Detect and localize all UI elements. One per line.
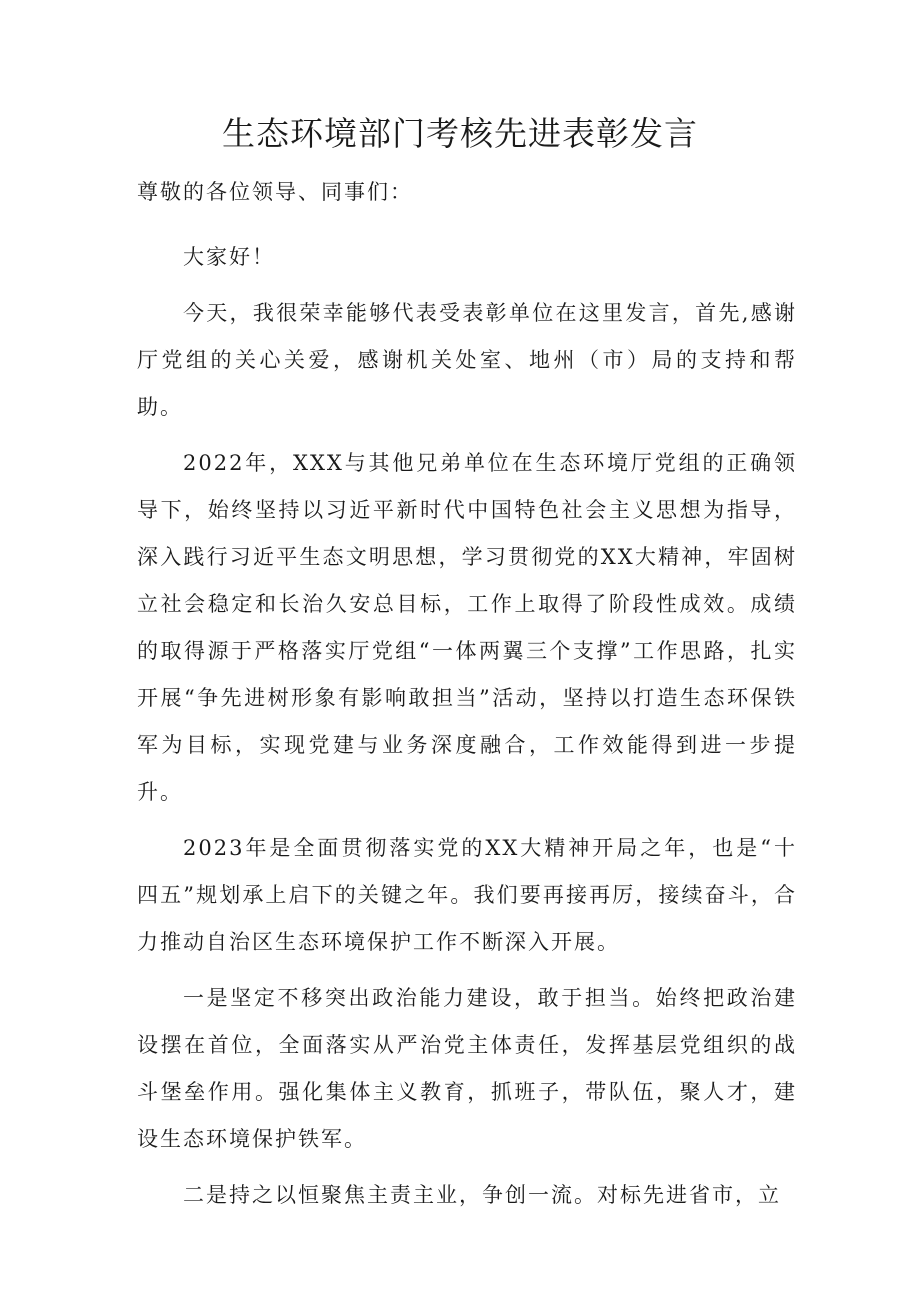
paragraph-point-one: 一是坚定不移突出政治能力建设，敢于担当。始终把政治建设摆在首位，全面落实从严治党主体责任，发挥基层党组织的战斗堡垒作用。强化集体主义教育，抓班子，带队伍，聚人才，建设生态环境保护铁军。 (137, 986, 797, 1151)
salutation: 尊敬的各位领导、同事们： (137, 180, 413, 204)
paragraph-thanks: 今天，我很荣幸能够代表受表彰单位在这里发言，首先,感谢厅党组的关心关爱，感谢机关处室、地州（市）局的支持和帮助。 (137, 301, 797, 419)
paragraph-2023-outlook: 2023年是全面贯彻落实党的XX大精神开局之年，也是“十四五”规划承上启下的关键之年。我们要再接再厉，接续奋斗，合力推动自治区生态环境保护工作不断深入开展。 (137, 836, 797, 954)
paragraph-greeting: 大家好！ (183, 245, 275, 269)
paragraph-2022-review: 2022年，XXX与其他兄弟单位在生态环境厅党组的正确领导下，始终坚持以习近平新时代中国特色社会主义思想为指导，深入践行习近平生态文明思想，学习贯彻党的XX大精神，牢固树立社会稳定和长治久安总目标，工作上取得了阶段性成效。成绩的取得源于严格落实厅党组“一体两翼三个支撑”工作思路，扎实开展“争先进树形象有影响敢担当”活动，坚持以打造生态环保铁军为目标，实现党建与业务深度融合，工作效能得到进一步提升。 (137, 451, 797, 804)
document-title: 生态环境部门考核先进表彰发言 (222, 114, 698, 153)
paragraph-point-two: 二是持之以恒聚焦主责主业，争创一流。对标先进省市，立 (183, 1183, 781, 1207)
document-body (137, 234, 797, 1219)
